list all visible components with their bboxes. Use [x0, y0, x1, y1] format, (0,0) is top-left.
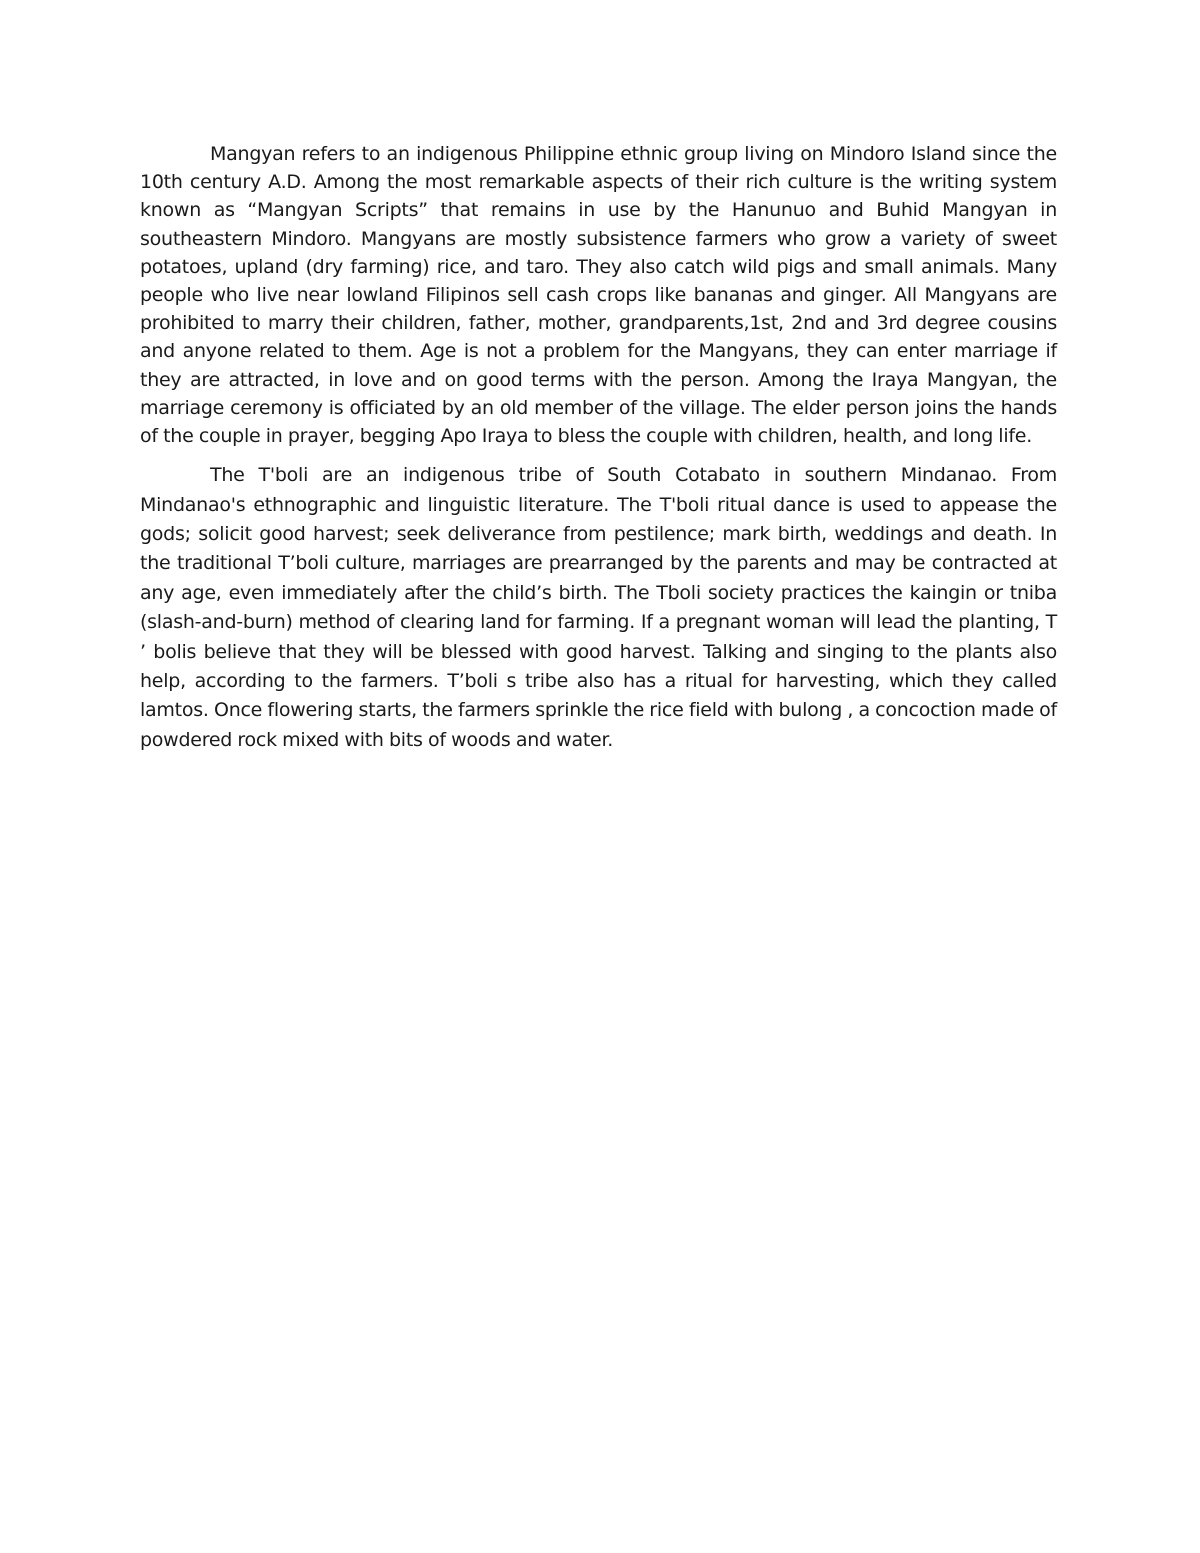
document-body [140, 140, 1057, 755]
paragraph-tboli: The T'boli are an indigenous tribe of South Cotabato in southern Mindanao. From Mindanao's ethnographic and linguistic literature. The T'boli ritual dance is used to appease the gods; solicit good harvest; seek deliverance from pestilence; mark birth, weddings and death. In the traditional T’boli culture, marriages are prearranged by the parents and may be contracted at any age, even immediately after the child’s birth. The Tboli society practices the kaingin or tniba (slash-and-burn) method of clearing land for farming. If a pregnant woman will lead the planting, T ’ bolis believe that they will be blessed with good harvest. Talking and singing to the plants also help, according to the farmers. T’boli s tribe also has a ritual for harvesting, which they called lamtos. Once flowering starts, the farmers sprinkle the rice field with bulong , a concoction made of powdered rock mixed with bits of woods and water. [140, 464, 1057, 751]
paragraph-mangyan: Mangyan refers to an indigenous Philippine ethnic group living on Mindoro Island since the 10th century A.D. Among the most remarkable aspects of their rich culture is the writing system known as “Mangyan Scripts” that remains in use by the Hanunuo and Buhid Mangyan in southeastern Mindoro. Mangyans are mostly subsistence farmers who grow a variety of sweet potatoes, upland (dry farming) rice, and taro. They also catch wild pigs and small animals. Many people who live near lowland Filipinos sell cash crops like bananas and ginger. All Mangyans are prohibited to marry their children, father, mother, grandparents,1st, 2nd and 3rd degree cousins and anyone related to them. Age is not a problem for the Mangyans, they can enter marriage if they are attracted, in love and on good terms with the person. Among the Iraya Mangyan, the marriage ceremony is officiated by an old member of the village. The elder person joins the hands of the couple in prayer, begging Apo Iraya to bless the couple with children, health, and long life. [140, 143, 1057, 448]
